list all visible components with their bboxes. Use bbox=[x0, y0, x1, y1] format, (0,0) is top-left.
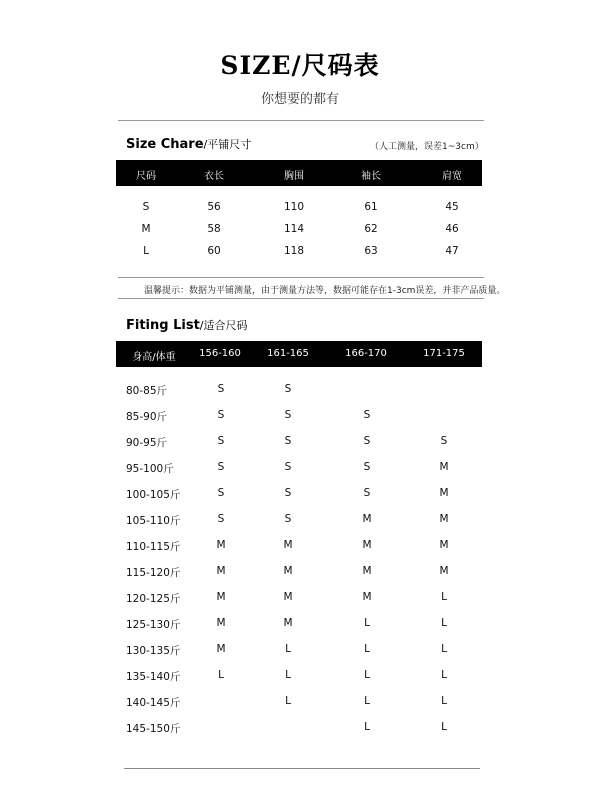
size-cell: L bbox=[143, 245, 149, 257]
fit-size-cell: M bbox=[216, 617, 226, 629]
fit-size-cell: M bbox=[362, 565, 372, 577]
fitting-list-header bbox=[116, 341, 482, 367]
fit-size-cell: S bbox=[363, 461, 371, 473]
size-chart-title-en: Size Chare bbox=[126, 137, 204, 152]
size-cell: 45 bbox=[445, 201, 459, 213]
fit-size-cell: L bbox=[364, 643, 370, 655]
size-cell: 56 bbox=[207, 201, 221, 213]
fit-size-cell: S bbox=[217, 487, 225, 499]
page-title: SIZE/尺码表 bbox=[220, 51, 380, 80]
size-cell: 114 bbox=[283, 223, 305, 235]
fit-size-cell: L bbox=[364, 721, 370, 733]
fit-row-label: 100-105斤 bbox=[126, 489, 181, 501]
fit-size-cell: S bbox=[284, 435, 292, 447]
fit-size-cell: M bbox=[362, 591, 372, 603]
fit-size-cell: S bbox=[217, 409, 225, 421]
divider-top bbox=[118, 120, 484, 121]
divider-warm-tip bbox=[118, 298, 484, 299]
page-subtitle: 你想要的都有 bbox=[260, 92, 339, 107]
fit-size-cell: L bbox=[441, 591, 447, 603]
size-cell: 110 bbox=[283, 201, 305, 213]
fit-row-label: 80-85斤 bbox=[126, 385, 168, 397]
size-chart-title-cn: /平铺尺寸 bbox=[203, 138, 252, 151]
fit-size-cell: L bbox=[285, 695, 291, 707]
fitting-list-title bbox=[126, 317, 248, 333]
fit-row-label: 105-110斤 bbox=[126, 515, 181, 527]
size-cell: M bbox=[141, 223, 151, 235]
fit-size-cell: S bbox=[284, 487, 292, 499]
fit-size-cell: M bbox=[362, 539, 372, 551]
size-col-header: 袖长 bbox=[361, 171, 381, 182]
fit-size-cell: M bbox=[283, 565, 293, 577]
size-col-header: 肩宽 bbox=[442, 171, 462, 182]
fit-size-cell: M bbox=[216, 565, 226, 577]
fit-size-cell: L bbox=[285, 643, 291, 655]
fit-size-cell: M bbox=[216, 539, 226, 551]
size-col-header: 胸围 bbox=[284, 171, 304, 182]
fit-row-label: 95-100斤 bbox=[126, 463, 174, 475]
fit-size-cell: M bbox=[439, 487, 449, 499]
divider-bottom bbox=[124, 768, 480, 769]
fit-size-cell: M bbox=[439, 513, 449, 525]
fit-col-header: 156-160 bbox=[199, 348, 241, 359]
fit-size-cell: M bbox=[216, 643, 226, 655]
fit-size-cell: L bbox=[364, 669, 370, 681]
fit-size-cell: M bbox=[439, 539, 449, 551]
size-cell: S bbox=[142, 201, 150, 213]
divider-size-chart bbox=[118, 277, 484, 278]
fit-size-cell: M bbox=[216, 591, 226, 603]
fit-size-cell: S bbox=[217, 383, 225, 395]
size-cell: 58 bbox=[207, 223, 221, 235]
fit-size-cell: M bbox=[283, 591, 293, 603]
size-cell: 47 bbox=[445, 245, 459, 257]
fit-row-label: 120-125斤 bbox=[126, 593, 181, 605]
fit-size-cell: L bbox=[441, 617, 447, 629]
fit-size-cell: M bbox=[439, 461, 449, 473]
size-col-header: 尺码 bbox=[136, 171, 156, 182]
fit-size-cell: S bbox=[217, 461, 225, 473]
fit-size-cell: S bbox=[363, 409, 371, 421]
fit-size-cell: M bbox=[439, 565, 449, 577]
fit-size-cell: L bbox=[285, 669, 291, 681]
fit-row-label: 140-145斤 bbox=[126, 697, 181, 709]
fit-row-label: 130-135斤 bbox=[126, 645, 181, 657]
fit-row-label: 115-120斤 bbox=[126, 567, 181, 579]
fit-size-cell: M bbox=[283, 539, 293, 551]
fit-size-cell: L bbox=[441, 643, 447, 655]
fit-size-cell: S bbox=[284, 461, 292, 473]
warm-tip: 温馨提示：数据为平铺测量，由于测量方法等，数据可能存在1-3cm误差，并非产品质量。 bbox=[144, 286, 506, 296]
fit-size-cell: L bbox=[218, 669, 224, 681]
fit-col-header: 166-170 bbox=[345, 348, 387, 359]
size-cell: 46 bbox=[445, 223, 459, 235]
fit-size-cell: S bbox=[284, 409, 292, 421]
size-col-header: 衣长 bbox=[204, 171, 224, 182]
fit-size-cell: L bbox=[441, 721, 447, 733]
fit-size-cell: S bbox=[363, 487, 371, 499]
fit-size-cell: S bbox=[440, 435, 448, 447]
fitting-list-title-en: Fiting List bbox=[126, 318, 200, 333]
fit-row-label: 110-115斤 bbox=[126, 541, 181, 553]
fit-size-cell: L bbox=[364, 695, 370, 707]
measure-note: （人工测量，误差1~3cm） bbox=[370, 142, 484, 152]
size-cell: 61 bbox=[364, 201, 378, 213]
fit-size-cell: S bbox=[363, 435, 371, 447]
fit-row-label: 125-130斤 bbox=[126, 619, 181, 631]
fit-row-label: 135-140斤 bbox=[126, 671, 181, 683]
size-cell: 63 bbox=[364, 245, 378, 257]
fit-size-cell: S bbox=[284, 383, 292, 395]
fit-row-label: 85-90斤 bbox=[126, 411, 168, 423]
fit-size-cell: S bbox=[284, 513, 292, 525]
size-cell: 62 bbox=[364, 223, 378, 235]
fit-col-header: 身高/体重 bbox=[132, 352, 176, 363]
fit-size-cell: L bbox=[441, 669, 447, 681]
fit-row-label: 145-150斤 bbox=[126, 723, 181, 735]
fit-size-cell: S bbox=[217, 513, 225, 525]
fit-size-cell: S bbox=[217, 435, 225, 447]
size-chart-title bbox=[126, 136, 251, 152]
size-cell: 118 bbox=[283, 245, 305, 257]
fit-size-cell: M bbox=[283, 617, 293, 629]
fit-size-cell: M bbox=[362, 513, 372, 525]
fit-col-header: 171-175 bbox=[423, 348, 465, 359]
fit-row-label: 90-95斤 bbox=[126, 437, 168, 449]
size-chart-header bbox=[116, 160, 482, 186]
fit-size-cell: L bbox=[364, 617, 370, 629]
fit-size-cell: L bbox=[441, 695, 447, 707]
fit-col-header: 161-165 bbox=[267, 348, 309, 359]
fitting-list-title-cn: /适合尺码 bbox=[199, 319, 248, 332]
size-cell: 60 bbox=[207, 245, 221, 257]
